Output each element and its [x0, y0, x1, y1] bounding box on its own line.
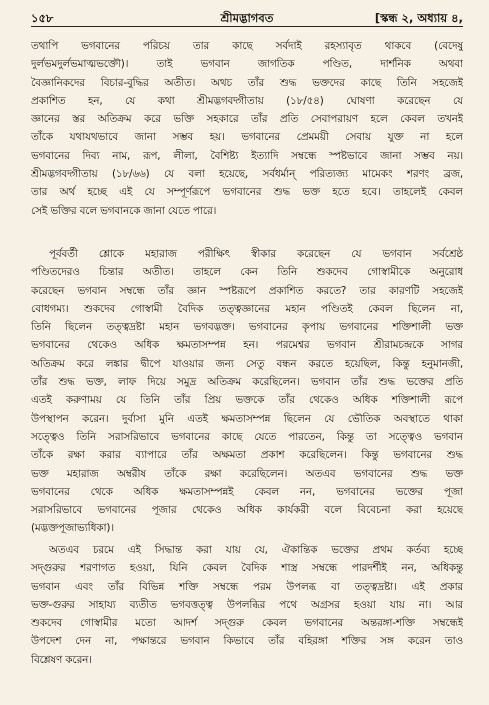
text-line: তাঁকে যথাযথভাবে জানা সম্ভব হয়। ভগবানের প্রেমময়ী সেবায় যুক্ত না হলে [31, 131, 463, 144]
text-line: তথাপি ভগবানের পরিচয় তার কাছে সর্বদাই রহস্যাবৃত থাকবে (বেদেষু [31, 40, 463, 52]
running-title: শ্রীমদ্ভাগবত [220, 11, 274, 25]
text-line: দুর্লভমদুর্লভমাত্মভক্তৌ)। তাই ভগবান জাগতিক পণ্ডিত, দার্শনিক অথবা [31, 58, 463, 71]
text-line: তিনি ছিলেন তত্ত্বদ্রষ্টা মহান ভগবদ্ভক্ত। ভগবানের কৃপায় ভগবানের শক্তিশালী ভক্ত [31, 321, 463, 334]
text-line: তাঁকে রক্ষা করার ব্যাপারে তাঁর অক্ষমতা প্রকাশ করেছিলেন। কিন্তু ভগবানের শুদ্ধ [31, 449, 463, 462]
text-line: ভক্ত মহারাজ অম্বরীষ তাঁকে রক্ষা করেছিলেন। অতএব ভগবানের শুদ্ধ ভক্ত [31, 467, 463, 480]
text-line: প্রকাশিত হন, যে কথা শ্রীমদ্ভগবদ্গীতায় (১৮/৫৪) ঘোষণা করেছেন যে [31, 94, 463, 107]
page-header [31, 6, 463, 28]
text-line: বৈজ্ঞানিকদের বিচার-বুদ্ধির অতীত। অথচ তাঁর শুদ্ধ ভক্তদের কাছে তিনি সহজেই [31, 76, 463, 89]
text-line: পণ্ডিতদেরও চিন্তার অতীত। তাহলে কেন তিনি শুকদেব গোস্বামীকে অনুরোধ [31, 266, 463, 279]
text-line: অতিক্রম করে লঙ্কার দ্বীপে যাওয়ার জন্য সেতু বন্ধন করতে হয়েছিল, কিন্তু হনুমানজী, [31, 357, 463, 370]
paragraph-1 [31, 37, 463, 220]
text-line: উপস্থাপন করেন। দুর্বাসা মুনি এতই ক্ষমতাসম্পন্ন ছিলেন যে ভৌতিক অবস্থাতে থাকা [31, 412, 463, 425]
text-line: শ্রীমদ্ভগবদ্গীতায় (১৮/৬৬) যে বলা হয়েছে, সর্বধর্মান্ পরিত্যজ্য মামেকং শরণং ব্রজ, [31, 168, 463, 181]
text-line: এতই করুণাময় যে তিনি তাঁর প্রিয় ভক্তকে তাঁর থেকেও অধিক শক্তিশালী রূপে [31, 394, 463, 407]
text-line: সেই ভক্তির বলে ভগবানকে জানা যেতে পারে। [31, 204, 217, 217]
text-line: তাঁর শুদ্ধ ভক্ত, লাফ দিয়ে সমুদ্র অতিক্রম করেছিলেন। ভগবান তাঁর শুদ্ধ ভক্তের প্রতি [31, 376, 463, 389]
text-line: ভগবানের থেকে অধিক ক্ষমতাসম্পন্নই কেবল নন, ভগবানের ভক্তের পূজা [31, 485, 463, 498]
page-number: ১৫৮ [31, 11, 54, 25]
text-line: সদ্গুরুর শরণাগত হওয়া, যিনি কেবল বৈদিক শাস্ত্র সম্বন্ধে পারদর্শীই নন, অধিকন্তু [31, 562, 463, 575]
text-line: (মদ্ভক্তপূজাভ্যধিকা)। [31, 522, 114, 535]
text-line: জ্ঞানের স্তর অতিক্রম করে ভক্তি সহকারে তাঁর প্রতি সেবাপরায়ণ হলে কেবল তখনই [31, 113, 463, 126]
section-reference: [স্কন্ধ ২, অধ্যায় ৪, [374, 11, 463, 25]
text-line: তার অর্থ হচ্ছে এই যে সম্পূর্ণরূপে ভগবানের শুদ্ধ ভক্ত হতে হবে। তাহলেই কেবল [31, 186, 463, 199]
text-line: বিশ্লেষণ করেন। [31, 653, 92, 666]
text-line: করেছেন ভগবান সম্বন্ধে তাঁর জ্ঞান স্পষ্টরূপে প্রকাশিত করতে? তার কারণটি সহজেই [31, 284, 463, 297]
text-line: সরাসরিভাবে ভগবানের পূজার থেকেও অধিক কার্যকরী বলে বিবেচনা করা হয়েছে [31, 504, 463, 517]
text-line: অতএব চরমে এই সিদ্ধান্ত করা যায় যে, ঐকান্তিক ভক্তের প্রথম কর্তব্য হচ্ছে [49, 544, 463, 556]
text-line: ভক্ত-গুরুর সাহায্য ব্যতীত ভগবত্তত্ত্ব উপলব্ধির পথে অগ্রসর হওয়া যায় না। আর [31, 598, 463, 611]
text-line: উপদেশ দেন না, পক্ষান্তরে ভগবান কিভাবে তাঁর বহিরঙ্গা শক্তির সঙ্গ করেন তাও [31, 635, 463, 648]
text-line: সত্ত্বেও তিনি সরাসরিভাবে ভগবানের কাছে যেতে পারতেন, কিন্তু তা সত্ত্বেও ভগবান [31, 430, 463, 443]
text-line: ভগবানের দিব্য নাম, রূপ, লীলা, বৈশিষ্ট্য ইত্যাদি সম্বন্ধে স্পষ্টভাবে জানা সম্ভব নয়। [31, 149, 463, 162]
text-line: ভগবান এবং তাঁর বিভিন্ন শক্তি সম্বন্ধে পরম উপলব্ধ বা তত্ত্বদ্রষ্টা। এই প্রকার [31, 580, 463, 593]
text-line: ভগবানের থেকেও অধিক ক্ষমতাসম্পন্ন হন। পরমেশ্বর ভগবান শ্রীরামচন্দ্রকে সাগর [31, 339, 463, 352]
text-line: বোধগম্য। শুকদেব গোস্বামী বৈদিক তত্ত্বজ্ঞানের মহান পণ্ডিতই কেবল ছিলেন না, [31, 302, 463, 315]
paragraph-2 [31, 245, 463, 538]
paragraph-3 [31, 541, 463, 669]
header-rule [31, 26, 463, 27]
text-line: পূর্ববর্তী শ্লোকে মহারাজ পরীক্ষিৎ স্বীকার করেছেন যে ভগবান সর্বশ্রেষ্ঠ [49, 248, 463, 260]
text-line: শুকদেব গোস্বামীর মতো আদর্শ সদ্গুরু কেবল ভগবানের অন্তরঙ্গা-শক্তি সম্বন্ধেই [31, 617, 463, 630]
